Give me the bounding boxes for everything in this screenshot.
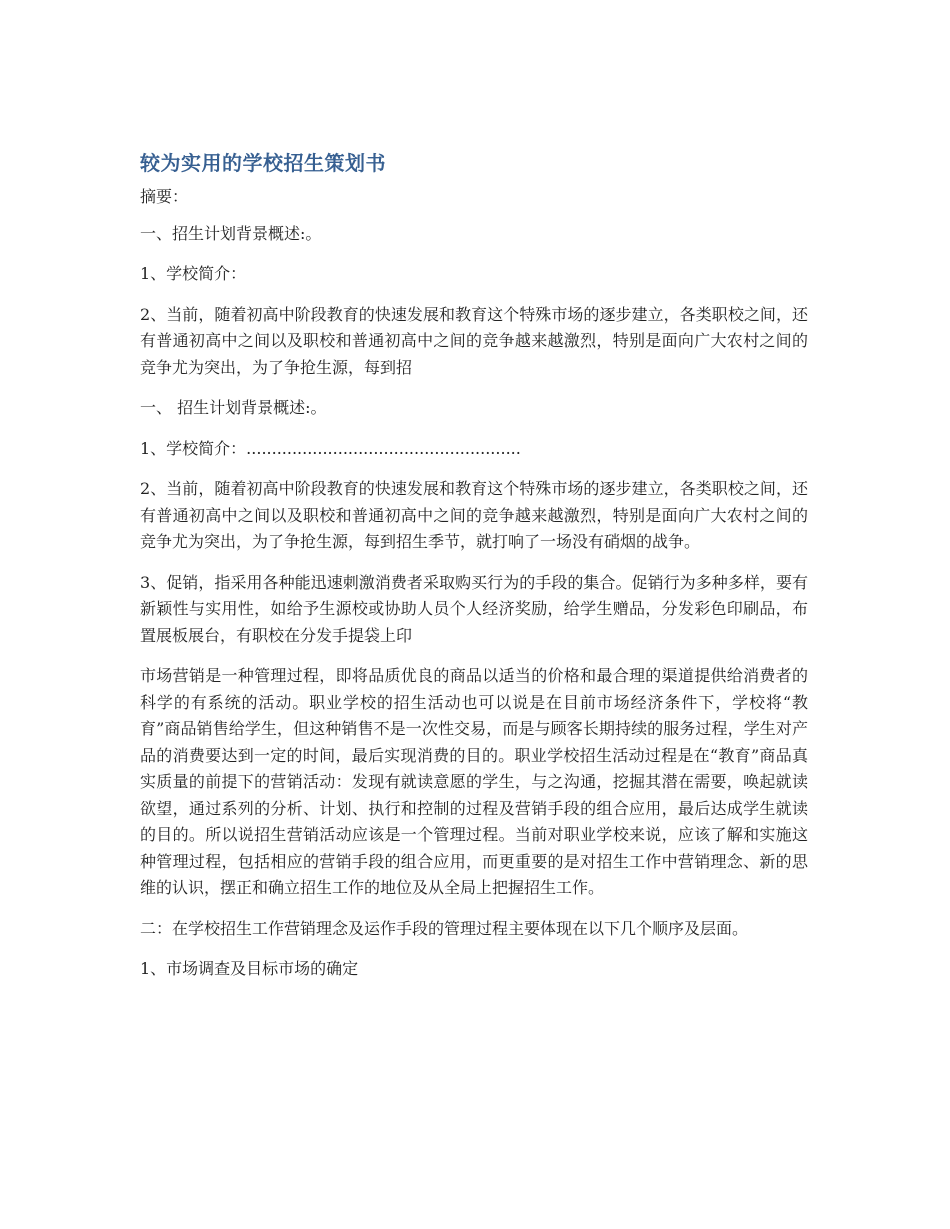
paragraph-promotion: 3、促销，指采用各种能迅速刺激消费者采取购买行为的手段的集合。促销行为多种多样，要有新颖性与实用性，如给予生源校或协助人员个人经济奖励，给学生赠品，分发彩色印刷品，布置展板展台，有职校在分发手提袋上印 xyxy=(140,572,808,645)
paragraph-background: 2、当前，随着初高中阶段教育的快速发展和教育这个特殊市场的逐步建立，各类职校之间，还有普通初高中之间以及职校和普通初高中之间的竞争越来越激烈，特别是面向广大农村之间的竞争尤为突出，为了争抢生源，每到招 xyxy=(140,304,808,377)
paragraph-school-intro-dotted: 1、学校简介：...................................................... xyxy=(140,438,521,458)
paragraph-abstract-label: 摘要： xyxy=(140,187,189,206)
paragraph-background-full: 2、当前，随着初高中阶段教育的快速发展和教育这个特殊市场的逐步建立，各类职校之间，还有普通初高中之间以及职校和普通初高中之间的竞争越来越激烈，特别是面向广大农村之间的竞争尤为突出，为了争抢生源，每到招生季节，就打响了一场没有硝烟的战争。 xyxy=(140,479,808,551)
document-body xyxy=(140,148,808,997)
paragraph-section-heading: 一、招生计划背景概述:。 xyxy=(140,223,322,243)
paragraph-marketing: 市场营销是一种管理过程，即将品质优良的商品以适当的价格和最合理的渠道提供给消费者的科学的有系统的活动。职业学校的招生活动也可以说是在目前市场经济条件下，学校将“教育”商品销售给学生，但这种销售不是一次性交易，而是与顾客长期持续的服务过程，学生对产品的消费要达到一定的时间，最后实现消费的目的。职业学校招生活动过程是在“教育”商品真实质量的前提下的营销活动：发现有就读意愿的学生，与之沟通，挖掘其潜在需要，唤起就读欲望，通过系列的分析、计划、执行和控制的过程及营销手段的组合应用，最后达成学生就读的目的。所以说招生营销活动应该是一个管理过程。当前对职业学校来说，应该了解和实施这种管理过程，包括相应的营销手段的组合应用，而更重要的是对招生工作中营销理念、新的思维的认识，摆正和确立招生工作的地位及从全局上把握招生工作。 xyxy=(140,666,808,897)
paragraph-school-intro: 1、学校简介： xyxy=(140,264,247,283)
paragraph-market-research: 1、市场调查及目标市场的确定 xyxy=(140,959,359,978)
document-title: 较为实用的学校招生策划书 xyxy=(140,151,386,175)
paragraph-section-heading-repeat: 一、 招生计划背景概述:。 xyxy=(140,398,327,417)
paragraph-section-two: 二：在学校招生工作营销理念及运作手段的管理过程主要体现在以下几个顺序及层面。 xyxy=(140,918,749,938)
